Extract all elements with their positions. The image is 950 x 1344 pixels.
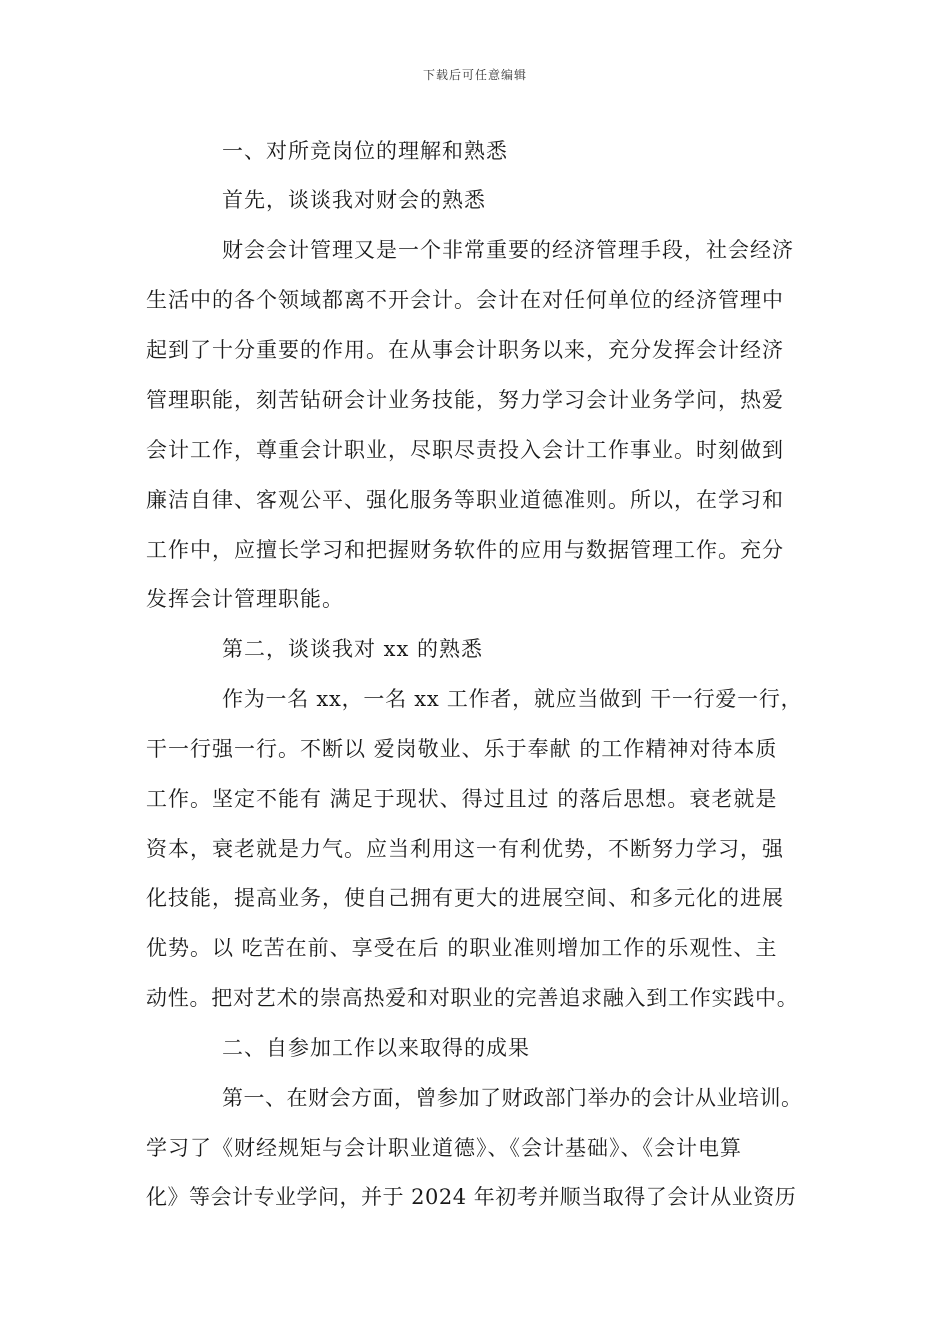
paragraph-line: 管理职能，刻苦钻研会计业务技能，努力学习会计业务学问，热爱 bbox=[146, 388, 784, 412]
page-header-note: 下载后可任意编辑 bbox=[422, 68, 527, 82]
paragraph-line: 财会会计管理又是一个非常重要的经济管理手段，社会经济 bbox=[222, 238, 794, 262]
paragraph-line: 工作中，应擅长学习和把握财务软件的应用与数据管理工作。充分 bbox=[146, 538, 784, 562]
section-heading-1: 一、对所竞岗位的理解和熟悉 bbox=[222, 139, 508, 163]
paragraph-line: 化技能，提高业务，使自己拥有更大的进展空间、和多元化的进展 bbox=[146, 886, 784, 910]
paragraph-line: 学习了《财经规矩与会计职业道德》、《会计基础》、《会计电算 bbox=[146, 1136, 742, 1160]
paragraph-line: 生活中的各个领域都离不开会计。会计在对任何单位的经济管理中 bbox=[146, 288, 784, 312]
paragraph-line: 第一、在财会方面，曾参加了财政部门举办的会计从业培训。 bbox=[222, 1086, 803, 1110]
paragraph-line: 工作。坚定不能有 满足于现状、得过且过 的落后思想。衰老就是 bbox=[146, 787, 778, 811]
paragraph-line: 作为一名 xx，一名 xx 工作者，就应当做到 干一行爱一行， bbox=[222, 687, 803, 711]
paragraph-line: 化》等会计专业学问，并于 2024 年初考并顺当取得了会计从业资历 bbox=[146, 1185, 797, 1209]
paragraph-line: 会计工作，尊重会计职业，尽职尽责投入会计工作事业。时刻做到 bbox=[146, 438, 784, 462]
subheading-1: 首先，谈谈我对财会的熟悉 bbox=[222, 188, 486, 212]
paragraph-line: 发挥会计管理职能。 bbox=[146, 587, 344, 611]
section-heading-2: 二、自参加工作以来取得的成果 bbox=[222, 1036, 530, 1060]
paragraph-line: 廉洁自律、客观公平、强化服务等职业道德准则。所以，在学习和 bbox=[146, 488, 784, 512]
paragraph-line: 起到了十分重要的作用。在从事会计职务以来，充分发挥会计经济 bbox=[146, 338, 784, 362]
paragraph-line: 优势。以 吃苦在前、享受在后 的职业准则增加工作的乐观性、主 bbox=[146, 936, 778, 960]
paragraph-line: 干一行强一行。不断以 爱岗敬业、乐于奉献 的工作精神对待本质 bbox=[146, 737, 778, 761]
subheading-2: 第二，谈谈我对 xx 的熟悉 bbox=[222, 637, 484, 661]
paragraph-line: 资本，衰老就是力气。应当利用这一有利优势，不断努力学习，强 bbox=[146, 837, 784, 861]
paragraph-line: 动性。把对艺术的崇高热爱和对职业的完善追求融入到工作实践中。 bbox=[146, 986, 799, 1010]
